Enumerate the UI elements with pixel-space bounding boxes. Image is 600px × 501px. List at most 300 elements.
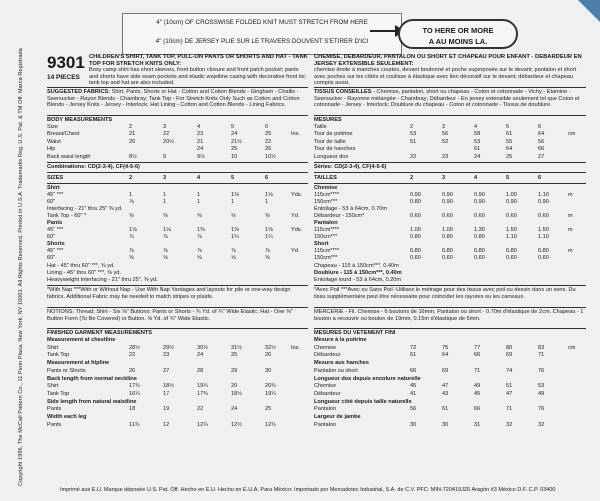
row-label: Mesure aux hanches bbox=[314, 360, 370, 367]
row-label: Débardeur bbox=[314, 352, 341, 359]
table-row bbox=[314, 352, 586, 359]
row-label: 115cm**** bbox=[314, 192, 340, 198]
table-row bbox=[47, 391, 308, 398]
row-label: Pants bbox=[47, 406, 62, 413]
row-value: 25 bbox=[506, 153, 513, 160]
row-label: Taille bbox=[314, 124, 327, 130]
row-value: 1⅛ bbox=[231, 192, 239, 198]
row-value: 9 bbox=[163, 153, 167, 160]
row-value: ⅞ bbox=[197, 234, 202, 240]
row-value: 53 bbox=[410, 131, 417, 138]
row-value: 1 bbox=[163, 192, 167, 198]
row-value: 3 bbox=[163, 175, 167, 181]
row-label: Short bbox=[314, 241, 329, 247]
row-value: 47 bbox=[506, 390, 513, 397]
divider bbox=[47, 172, 308, 173]
row-value: 49 bbox=[538, 390, 545, 397]
footer-legal: Imprimé aux E.U. Marque déposée U.S. Pat. Off. Hecho en E.U. Hecho en E.U.A. Para México: Importado por Mercadotec Industrial, S.A. de C.V. PFC: MIN-720419JZ6 Aragón #3 México D.F. C.P. 03400 bbox=[60, 487, 556, 493]
table-row bbox=[47, 213, 308, 220]
row-value: 53 bbox=[538, 383, 545, 390]
table-row bbox=[47, 124, 308, 131]
row-value: 32 bbox=[538, 421, 545, 428]
row-value: 64 bbox=[442, 352, 449, 359]
row-value: 4 bbox=[474, 124, 478, 130]
row-label: Size bbox=[47, 124, 58, 130]
row-value: ⅞ bbox=[129, 199, 134, 205]
row-value: Ins. bbox=[291, 344, 301, 351]
fr-fini-title: MESURES DU VETEMENT FINI bbox=[314, 330, 396, 336]
table-row bbox=[47, 422, 308, 429]
table-row bbox=[47, 199, 308, 206]
row-value: 12½ bbox=[231, 421, 242, 428]
row-value: 17¾ bbox=[197, 390, 208, 397]
row-value: 31½ bbox=[231, 344, 242, 351]
row-value: ⅞ bbox=[231, 248, 236, 254]
row-label: Chemise bbox=[314, 344, 337, 351]
row-value: ⅝ bbox=[129, 255, 134, 261]
row-label: Side length from natural waistline bbox=[47, 398, 137, 405]
row-value: 47 bbox=[442, 383, 449, 390]
fr-fabrics-text: - Chemise, pantalon, short ou chapeau - Coton et cotonnade - Vichy - Etamine - Seersucker - Rayonne mélangée - Chambray; Débardeur - En jersey extensible seulement tel que Coton et cotonnade - Jersey - Interlock; Doublure du chapeau - Coton et cotonnade - Tissus de doublure. bbox=[314, 89, 580, 108]
stretch-arrow-shaft bbox=[370, 30, 396, 32]
divider bbox=[314, 307, 586, 308]
row-label: Pantalon bbox=[314, 406, 337, 413]
table-row bbox=[314, 406, 586, 413]
row-value: 20¾ bbox=[265, 383, 276, 390]
row-value: 1.00 bbox=[506, 192, 517, 198]
row-value: 69 bbox=[506, 352, 513, 359]
row-value: 5 bbox=[231, 175, 235, 181]
row-label: Shirt bbox=[47, 185, 60, 191]
row-label: 115cm**** bbox=[314, 227, 340, 233]
table-row bbox=[47, 255, 308, 262]
divider bbox=[314, 172, 586, 173]
row-value: 56 bbox=[410, 406, 417, 413]
table-row bbox=[314, 213, 586, 220]
row-label: Entoilage - 53 à 64cm, 0.70m bbox=[314, 206, 388, 212]
row-value: 1.00 bbox=[410, 227, 421, 233]
table-row bbox=[47, 220, 308, 227]
row-label: Shirt bbox=[47, 383, 59, 390]
row-label: Back waist length bbox=[47, 153, 91, 160]
row-value: 0.80 bbox=[410, 199, 421, 205]
row-label: 60" bbox=[47, 199, 56, 205]
row-value: 23 bbox=[163, 352, 170, 359]
row-value: 9½ bbox=[197, 153, 205, 160]
en-description: Boxy camp shirt has short sleeves, front button closure and front patch pocket; pants and shorts have side seam pockets and elastic waistline casing with decorative front tie; tank top and hat are also included. bbox=[89, 67, 307, 86]
row-value: 61 bbox=[506, 131, 513, 138]
table-row bbox=[314, 414, 586, 421]
row-value: 12¼ bbox=[197, 421, 208, 428]
row-label: 60" bbox=[47, 234, 56, 240]
table-row bbox=[314, 131, 586, 138]
row-value: 1 bbox=[129, 192, 133, 198]
stretch-gauge-line-fr: 4" (10cm) DE JERSEY PLIE SUR LE TRAVERS DOUVENT S'ETIRER D'ICI bbox=[155, 38, 369, 45]
table-row bbox=[314, 368, 586, 375]
divider bbox=[314, 285, 586, 286]
row-value: 56 bbox=[538, 138, 545, 145]
row-value: 23 bbox=[442, 153, 449, 160]
fr-doublure: Doublure - 115 à 150cm***, 0.40m bbox=[314, 270, 402, 276]
row-label: Chemise bbox=[314, 383, 337, 390]
row-value: 8½ bbox=[129, 153, 137, 160]
row-label: Pantalon bbox=[314, 220, 338, 226]
en-body-title: BODY MEASUREMENTS bbox=[47, 117, 113, 123]
row-value: ⅝ bbox=[265, 213, 270, 219]
row-value: 5 bbox=[506, 124, 510, 130]
row-label: Back length from normal neckline bbox=[47, 375, 137, 382]
row-value: ⅝ bbox=[163, 255, 168, 261]
row-value: 1 bbox=[197, 199, 201, 205]
row-value: 1.10 bbox=[538, 234, 549, 240]
row-value: 83 bbox=[538, 344, 545, 351]
row-value: Ins. bbox=[291, 131, 301, 138]
row-value: 72 bbox=[410, 344, 417, 351]
divider bbox=[314, 115, 586, 116]
row-value: 17 bbox=[163, 390, 170, 397]
row-value: 0.60 bbox=[538, 213, 549, 219]
table-row bbox=[47, 227, 308, 234]
row-value: 51 bbox=[506, 383, 513, 390]
row-value: 66 bbox=[410, 367, 417, 374]
row-value: 77 bbox=[474, 344, 481, 351]
row-value: 0.80 bbox=[442, 234, 453, 240]
row-value: 24 bbox=[231, 406, 238, 413]
row-value: ⅞ bbox=[163, 248, 168, 254]
row-value: 19¼ bbox=[265, 390, 276, 397]
row-value: m bbox=[568, 248, 573, 254]
row-value: 26 bbox=[129, 367, 136, 374]
table-row bbox=[47, 206, 308, 213]
table-row bbox=[47, 185, 308, 192]
en-hat: Hat - 45" thru 60" ***, ⅜ yd. bbox=[47, 263, 115, 269]
row-value: 16¼ bbox=[129, 390, 140, 397]
row-label: Débardeur bbox=[314, 390, 341, 397]
row-value: 51 bbox=[410, 138, 417, 145]
divider bbox=[47, 183, 308, 184]
table-row bbox=[314, 241, 586, 248]
fr-entoilage-lourd: Entoilage lourd - 53 à 64cm, 0.20m bbox=[314, 277, 402, 283]
row-value: 22 bbox=[197, 406, 204, 413]
fr-title: CHEMISE, DEBARDEUR, PANTALON OU SHORT ET CHAPEAU POUR ENFANT - DEBARDEUR EN JERSEY EXTENSIBLE SEULEMENT: bbox=[314, 54, 582, 67]
row-label: Tour de hanches bbox=[314, 146, 356, 153]
row-value: cm bbox=[568, 344, 576, 351]
row-value: 0.80 bbox=[506, 248, 517, 254]
table-row bbox=[314, 345, 586, 352]
row-value: ⅝ bbox=[231, 213, 236, 219]
row-label: Shorts bbox=[47, 241, 65, 247]
row-value: 66 bbox=[474, 352, 481, 359]
divider bbox=[314, 162, 586, 163]
row-value: 32½ bbox=[265, 344, 276, 351]
row-value: 20 bbox=[231, 383, 238, 390]
table-row bbox=[47, 248, 308, 255]
row-value: 2 bbox=[410, 175, 414, 181]
table-row bbox=[314, 185, 586, 192]
row-label: 150cm*** bbox=[314, 234, 338, 240]
row-value: 1¼ bbox=[265, 234, 273, 240]
row-value: 20 bbox=[129, 138, 136, 145]
table-row bbox=[47, 383, 308, 390]
row-label: Interfacing - 21" thru 25" ⅜ yd. bbox=[47, 206, 123, 212]
row-label: Tour de taille bbox=[314, 138, 346, 145]
row-value: 1.10 bbox=[506, 234, 517, 240]
table-row bbox=[314, 192, 586, 199]
en-combinations: Combinations: CD(2-3-4), CF(4-5-6) bbox=[47, 164, 140, 170]
divider bbox=[314, 87, 586, 88]
en-heavy-interfacing: Heavyweight Interfacing - 21" thru 25", ⅜ yd. bbox=[47, 277, 158, 283]
table-row bbox=[47, 139, 308, 146]
row-label: Hip bbox=[47, 146, 56, 153]
row-value: 27 bbox=[538, 153, 545, 160]
row-value: 1 bbox=[197, 192, 201, 198]
row-value: 1.50 bbox=[506, 227, 517, 233]
row-value: 56 bbox=[442, 131, 449, 138]
table-row bbox=[47, 368, 308, 375]
en-fabrics-title: SUGGESTED FABRICS: bbox=[47, 89, 111, 95]
row-value: ⅝ bbox=[231, 255, 236, 261]
table-row bbox=[47, 376, 308, 383]
row-value: 1⅝ bbox=[231, 227, 239, 233]
row-value: Yds. bbox=[291, 192, 303, 198]
row-value: 61 bbox=[442, 406, 449, 413]
row-value: 0.90 bbox=[506, 199, 517, 205]
row-value: 1.00 bbox=[442, 227, 453, 233]
fr-description: chemise droite à manches courtes, devant boutonné et poche superposée sur le devant; pantalon et short avec poches sur les côtés et coulisse à élastique avec lien décoratif sur le devant; débardeur et chapeau compris aussi. bbox=[314, 67, 577, 86]
row-value: 0.80 bbox=[410, 234, 421, 240]
row-value: 0.80 bbox=[474, 234, 485, 240]
table-row bbox=[47, 241, 308, 248]
row-label: Pants or Shorts bbox=[47, 367, 86, 374]
row-value: 1⅜ bbox=[197, 227, 205, 233]
divider bbox=[47, 307, 308, 308]
row-value: 0.60 bbox=[538, 255, 549, 261]
row-value: 2 bbox=[129, 124, 133, 130]
row-value: 1 bbox=[231, 199, 235, 205]
row-value: 24 bbox=[197, 146, 204, 153]
row-value: 0.60 bbox=[474, 255, 485, 261]
stretch-target-fr: A AU MOINS LA. bbox=[428, 37, 488, 46]
en-lining: Lining - 45" thru 60" ***, ⅜ yd. bbox=[47, 270, 121, 276]
row-value: 4 bbox=[197, 124, 201, 130]
table-row bbox=[47, 345, 308, 352]
row-label: 45" *** bbox=[47, 192, 64, 198]
row-value: 18½ bbox=[163, 383, 174, 390]
row-value: 55 bbox=[506, 138, 513, 145]
row-value: 0.90 bbox=[410, 192, 421, 198]
row-value: 21½ bbox=[231, 138, 242, 145]
row-value: 0.60 bbox=[410, 255, 421, 261]
row-value: 1 bbox=[265, 199, 269, 205]
row-value: 1.10 bbox=[538, 192, 549, 198]
row-value: 41 bbox=[410, 390, 417, 397]
row-value: 71 bbox=[506, 406, 513, 413]
row-value: 0.80 bbox=[410, 248, 421, 254]
table-row bbox=[314, 422, 586, 429]
row-value: ⅞ bbox=[163, 234, 168, 240]
row-value: 26 bbox=[265, 146, 272, 153]
row-value: Yd. bbox=[291, 248, 300, 254]
fr-mesures-title: MESURES bbox=[314, 117, 342, 123]
table-row bbox=[47, 175, 308, 182]
row-value: 1¼ bbox=[231, 234, 239, 240]
row-value: 4 bbox=[197, 175, 201, 181]
row-value: 76 bbox=[538, 406, 545, 413]
row-value: 22 bbox=[129, 352, 136, 359]
row-value: ⅞ bbox=[129, 234, 134, 240]
row-value: 22 bbox=[265, 138, 272, 145]
row-value: 0.90 bbox=[442, 192, 453, 198]
table-row bbox=[314, 175, 586, 182]
row-label: 45" *** bbox=[47, 227, 64, 233]
row-label: Measurement at chestline bbox=[47, 337, 116, 343]
fr-chapeau: Chapeau - 115 à 150cm***, 0.40m bbox=[314, 263, 399, 269]
row-value: 18 bbox=[129, 406, 136, 413]
row-value: 1⅛ bbox=[163, 227, 171, 233]
en-nap-note: *With Nap ***With or Without Nap - Use With Nap Yardages and layouts for pile or one-way design fabrics. Additional Fabric may be needed to match stripes or plaids. bbox=[47, 287, 291, 300]
row-value: 45 bbox=[410, 383, 417, 390]
row-value: 74 bbox=[506, 367, 513, 374]
row-value: 53 bbox=[474, 138, 481, 145]
row-value: 58 bbox=[474, 131, 481, 138]
row-value: 1⅝ bbox=[265, 227, 273, 233]
row-value: 3 bbox=[442, 175, 446, 181]
row-value: 2 bbox=[129, 175, 133, 181]
fr-series: Séries: CD(2-3-4), CF(4-5-6) bbox=[314, 164, 387, 170]
row-label: TAILLES bbox=[314, 175, 337, 181]
row-value: 23 bbox=[197, 131, 204, 138]
row-value: 21 bbox=[129, 131, 136, 138]
table-row bbox=[47, 406, 308, 413]
row-value: 0.60 bbox=[410, 213, 421, 219]
table-row bbox=[314, 124, 586, 131]
row-value: 3 bbox=[163, 124, 167, 130]
row-label: Chemise bbox=[314, 185, 338, 191]
row-label: Débardeur - 150cm* bbox=[314, 213, 365, 219]
row-label: Breast/Chest bbox=[47, 131, 80, 138]
row-value: 25 bbox=[231, 146, 238, 153]
row-label: Width each leg bbox=[47, 414, 87, 420]
row-value: 10½ bbox=[265, 153, 276, 160]
row-value: m bbox=[568, 227, 573, 233]
row-value: m bbox=[568, 213, 573, 219]
row-value: 22 bbox=[410, 153, 417, 160]
table-row bbox=[314, 255, 586, 262]
stretch-target-en: TO HERE OR MORE bbox=[422, 26, 494, 35]
divider bbox=[47, 162, 308, 163]
row-value: 26 bbox=[265, 352, 272, 359]
row-value: ⅝ bbox=[265, 255, 270, 261]
row-label: Pants bbox=[47, 220, 63, 226]
row-value: 20½ bbox=[163, 138, 174, 145]
table-row bbox=[314, 199, 586, 206]
row-value: 0.90 bbox=[474, 192, 485, 198]
pattern-number: 9301 bbox=[47, 53, 85, 72]
table-row bbox=[314, 146, 586, 153]
row-value: ⅝ bbox=[163, 213, 168, 219]
row-value: ⅞ bbox=[197, 248, 202, 254]
row-label: Longueur côté depuis taille naturelle bbox=[314, 398, 412, 405]
row-value: 28 bbox=[197, 367, 204, 374]
row-value: 64 bbox=[538, 131, 545, 138]
table-row bbox=[314, 360, 586, 367]
row-value: 29½ bbox=[163, 344, 174, 351]
row-value: ⅞ bbox=[265, 248, 270, 254]
row-label: Pants bbox=[47, 421, 62, 428]
row-label: Tank Top bbox=[47, 352, 70, 359]
row-value: 0.90 bbox=[538, 199, 549, 205]
table-row bbox=[47, 234, 308, 241]
en-fabrics bbox=[47, 89, 308, 109]
row-label: 60" bbox=[47, 255, 56, 261]
en-fabrics-text: Shirt, Pants, Shorts or Hat - Cotton and Cotton Blends - Gingham - Challis - Seersucker - Rayon Blends - Chambray; Tank Top - For Stretch Knits Only Such as Cotton and Cotton Blends - Jersey Knits - Jersey - Interlock; Hat Lining - Cotton and Cotton Blends - Lining Fabrics. bbox=[47, 89, 300, 108]
table-row bbox=[314, 227, 586, 234]
row-value: 1⅛ bbox=[265, 192, 273, 198]
row-value: 18½ bbox=[231, 390, 242, 397]
row-value: 66 bbox=[474, 406, 481, 413]
row-label: 150cm*** bbox=[314, 255, 338, 261]
row-value: 3 bbox=[442, 124, 446, 130]
row-value: 1.50 bbox=[538, 227, 549, 233]
fr-mercerie: MERCERIE - Fil. Chemise - 6 boutons de 16mm. Pantalon ou short - 0.70m d'élastique de 2cm. Chapeau - 1 bouton à recouvrir ou bouton de 19mm, 0.15m d'élastique de 6mm. bbox=[314, 309, 584, 322]
table-row bbox=[314, 154, 586, 161]
row-value: 66 bbox=[538, 146, 545, 153]
row-value: m bbox=[568, 192, 573, 198]
en-notions: NOTIONS: Thread; Shirt - Six ⅝" Buttons; Pants or Shorts - ¾ Yd. of ¾" Wide Elastic; Hat - One ⅝" Button Form (To Be Covered) or Button. ⅝ Yd. of ¾" Wide Elastic. bbox=[47, 309, 293, 322]
row-value: 12¾ bbox=[265, 421, 276, 428]
row-value: 19¼ bbox=[197, 383, 208, 390]
row-value: 24 bbox=[231, 131, 238, 138]
row-value: ⅝ bbox=[129, 213, 134, 219]
table-row bbox=[314, 383, 586, 390]
row-label: Tour de poitrine bbox=[314, 131, 353, 138]
row-value: 52 bbox=[442, 138, 449, 145]
row-label: Tank Top - 60" * bbox=[47, 213, 87, 219]
row-value: 6 bbox=[538, 124, 542, 130]
row-value: 30½ bbox=[197, 344, 208, 351]
row-value: ⅝ bbox=[197, 255, 202, 261]
row-value: 1⅛ bbox=[129, 227, 137, 233]
row-value: 5 bbox=[231, 124, 235, 130]
row-value: 1.30 bbox=[474, 227, 485, 233]
table-row bbox=[47, 131, 308, 138]
row-value: 25 bbox=[231, 352, 238, 359]
en-title: CHILDREN'S SHIRT, TANK TOP, PULL-ON PANTS OR SHORTS AND HAT - TANK TOP FOR STRETCH KNITS ONLY: bbox=[89, 54, 308, 67]
row-value: 30 bbox=[265, 367, 272, 374]
row-value: 32 bbox=[506, 421, 513, 428]
divider bbox=[314, 183, 586, 184]
table-row bbox=[47, 414, 308, 421]
row-value: 24 bbox=[197, 352, 204, 359]
row-value: 69 bbox=[442, 367, 449, 374]
row-label: Largeur de jambe bbox=[314, 414, 361, 420]
row-value: 76 bbox=[538, 367, 545, 374]
row-value: 75 bbox=[442, 344, 449, 351]
row-value: 28½ bbox=[129, 344, 140, 351]
row-value: 30 bbox=[442, 421, 449, 428]
table-row bbox=[314, 234, 586, 241]
row-value: 5 bbox=[506, 175, 510, 181]
table-row bbox=[314, 391, 586, 398]
row-value: ⅞ bbox=[129, 248, 134, 254]
row-value: 10 bbox=[231, 153, 238, 160]
row-value: 12 bbox=[163, 421, 170, 428]
row-value: 2 bbox=[410, 124, 414, 130]
piece-count: 14 PIECES bbox=[47, 74, 80, 81]
row-value: 6 bbox=[538, 175, 542, 181]
row-value: 0.80 bbox=[474, 248, 485, 254]
row-value: 71 bbox=[474, 367, 481, 374]
